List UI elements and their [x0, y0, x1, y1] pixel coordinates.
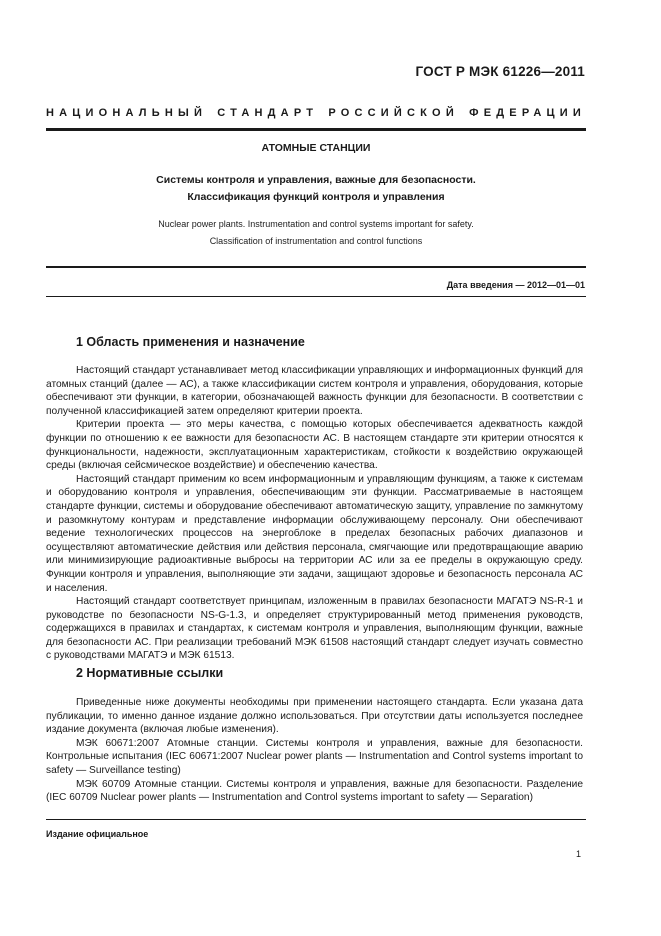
section-2-body	[46, 696, 583, 805]
section-1-body	[46, 364, 583, 663]
section-1-heading: 1 Область применения и назначение	[76, 335, 305, 349]
document-code: ГОСТ Р МЭК 61226—2011	[415, 64, 585, 79]
paragraph: Настоящий стандарт устанавливает метод классификации управляющих и информационных функций для атомных станций (далее — АС), а также классификации систем контроля и управления, оборудования, которые обеспечивают эти функции, в категории, обозначающей важность функции для безопасности. В соответствии с полученной классификацией затем определяют критерии проекта.	[46, 365, 583, 417]
national-standard-banner: НАЦИОНАЛЬНЫЙ СТАНДАРТ РОССИЙСКОЙ ФЕДЕРАЦИИ	[46, 107, 586, 119]
paragraph: Настоящий стандарт применим ко всем информационным и управляющим функциям, а также к системам и оборудованию контроля и управления, обеспечивающим эти функции. Рассматриваемые в настоящем стандарте функции, системы и оборудование обеспечивают автоматическую защиту, управление по замкнутому и разомкнутому контурам и представление информации обслуживающему персоналу. Они обеспечивают ведение технологических процессов на энергоблоке в пределах безопасных рабочих диапазонов и осуществляют автоматические действия или действия персонала, смягчающие или предотвращающие аварию или минимизирующие радиоактивные выбросы на территории АС или за ее пределы в окружающую среду. Функции контроля и управления, выполняющие эти задачи, защищают здоровье и безопасность персонала АС и населения.	[46, 473, 583, 594]
standard-title: АТОМНЫЕ СТАНЦИИ	[261, 142, 371, 154]
paragraph: МЭК 60709 Атомные станции. Системы контроля и управления, важные для безопасности. Разделение (IEC 60709 Nuclear power plants — Instrumentation and Control systems important to safety — Separation)	[46, 778, 583, 804]
paragraph: Настоящий стандарт соответствует принципам, изложенным в правилах безопасности МАГАТЭ NS-R-1 и руководстве по безопасности NS-G-1.3, и определяет структурированный метод применения руководств, содержащихся в правилах и стандартах, к системам контроля и управления, выполняющим функции, важные для безопасности АС. При реализации требований МЭК 61508 настоящий стандарт следует изучать совместно с руководствами МАГАТЭ и МЭК 61513.	[46, 596, 583, 662]
paragraph: МЭК 60671:2007 Атомные станции. Системы контроля и управления, важные для безопасности. Контрольные испытания (IEC 60671:2007 Nuclear power plants — Instrumentation and Control systems important to safety — Surveillance testing)	[46, 737, 583, 776]
paragraph: Приведенные ниже документы необходимы при применении настоящего стандарта. Если указана дата публикации, то именно данное издание должно использоваться. При отсутствии даты используется последнее издание документа (включая любые изменения).	[46, 697, 583, 736]
footer-rule	[46, 819, 586, 820]
official-edition-label: Издание официальное	[46, 829, 149, 839]
subtitle-line-2: Классификация функций контроля и управления	[187, 191, 445, 203]
subtitle-line-1: Системы контроля и управления, важные для безопасности.	[156, 174, 476, 186]
page-number: 1	[575, 849, 581, 859]
date-rule	[46, 296, 586, 297]
header-rule	[46, 128, 586, 131]
standard-subtitle	[46, 172, 586, 206]
section-2-heading: 2 Нормативные ссылки	[76, 666, 224, 680]
english-title-line-2: Classification of instrumentation and control functions	[209, 236, 423, 246]
english-title-line-1: Nuclear power plants. Instrumentation and control systems important for safety.	[158, 219, 474, 229]
introduction-date: Дата введения — 2012—01—01	[446, 280, 585, 290]
english-title	[46, 216, 586, 250]
paragraph: Критерии проекта — это меры качества, с помощью которых обеспечивается адекватность каждой функции по отношению к ее важности для безопасности АС. В настоящем стандарте эти критерии относятся к функциональности, надежности, эксплуатационным характеристикам, стойкости к воздействию окружающей среды (включая сейсмическое воздействие) и обеспечению качества.	[46, 419, 583, 472]
title-rule	[46, 266, 586, 268]
